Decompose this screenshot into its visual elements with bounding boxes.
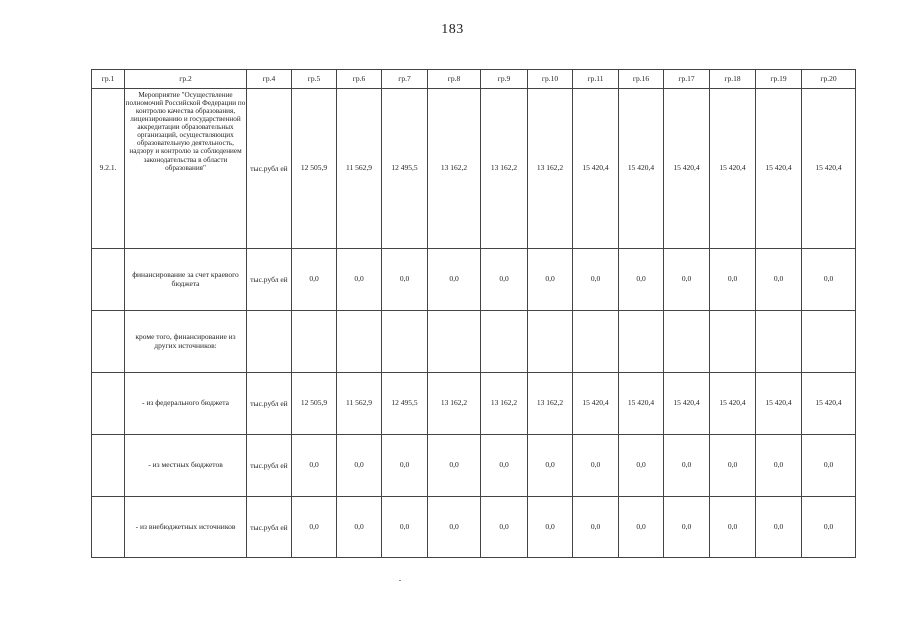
value-cell: 0,0 <box>573 435 619 497</box>
value-cell: 11 562,9 <box>337 89 382 249</box>
table-row-regional-budget <box>92 249 856 311</box>
column-header: гр.20 <box>802 70 856 89</box>
measure-description: Мероприятие "Осуществление полномочий Российской Федерации по контролю качества образования, лицензированию и государственной аккредитации образовательных организаций, осуществляющих образовательную деятельность, надзору и контролю за соблюдением законодательства в области образования" <box>125 89 247 249</box>
value-cell: 0,0 <box>428 249 481 311</box>
row-number <box>92 249 125 311</box>
value-cell: 0,0 <box>337 435 382 497</box>
value-cell: 12 495,5 <box>382 89 428 249</box>
value-cell: 12 495,5 <box>382 373 428 435</box>
value-cell: 0,0 <box>528 435 573 497</box>
value-cell: 13 162,2 <box>481 373 528 435</box>
column-header: гр.19 <box>756 70 802 89</box>
scan-speck <box>399 580 401 581</box>
value-cell: 0,0 <box>756 435 802 497</box>
value-cell: 0,0 <box>481 435 528 497</box>
value-cell: 0,0 <box>802 435 856 497</box>
value-cell: 11 562,9 <box>337 373 382 435</box>
unit-cell: тыс.рубл ей <box>247 435 292 497</box>
value-cell <box>382 311 428 373</box>
value-cell: 15 420,4 <box>573 89 619 249</box>
value-cell: 0,0 <box>619 249 664 311</box>
value-cell: 0,0 <box>481 497 528 558</box>
value-cell <box>664 311 710 373</box>
value-cell: 12 505,9 <box>292 373 337 435</box>
value-cell: 0,0 <box>710 497 756 558</box>
unit-cell <box>247 311 292 373</box>
value-cell: 0,0 <box>573 497 619 558</box>
value-cell: 15 420,4 <box>664 373 710 435</box>
row-description: - из местных бюджетов <box>125 435 247 497</box>
value-cell <box>756 311 802 373</box>
row-description: финансирование за счет краевого бюджета <box>125 249 247 311</box>
table-row-federal-budget <box>92 373 856 435</box>
value-cell: 15 420,4 <box>710 373 756 435</box>
value-cell: 0,0 <box>292 497 337 558</box>
column-header: гр.7 <box>382 70 428 89</box>
row-number <box>92 311 125 373</box>
value-cell: 0,0 <box>292 435 337 497</box>
value-cell: 0,0 <box>337 497 382 558</box>
budget-table <box>91 69 856 558</box>
value-cell <box>481 311 528 373</box>
value-cell: 0,0 <box>428 435 481 497</box>
column-header: гр.11 <box>573 70 619 89</box>
value-cell: 15 420,4 <box>802 373 856 435</box>
row-number: 9.2.1. <box>92 89 125 249</box>
value-cell: 0,0 <box>756 249 802 311</box>
column-header: гр.2 <box>125 70 247 89</box>
value-cell: 12 505,9 <box>292 89 337 249</box>
column-header: гр.10 <box>528 70 573 89</box>
row-number <box>92 497 125 558</box>
value-cell: 0,0 <box>573 249 619 311</box>
value-cell <box>573 311 619 373</box>
value-cell: 0,0 <box>428 497 481 558</box>
column-header: гр.9 <box>481 70 528 89</box>
value-cell: 0,0 <box>619 435 664 497</box>
value-cell: 0,0 <box>481 249 528 311</box>
unit-cell: тыс.рубл ей <box>247 373 292 435</box>
unit-cell: тыс.рубл ей <box>247 89 292 249</box>
unit-cell: тыс.рубл ей <box>247 249 292 311</box>
value-cell: 13 162,2 <box>428 373 481 435</box>
value-cell: 15 420,4 <box>710 89 756 249</box>
value-cell <box>428 311 481 373</box>
header-row <box>92 70 856 89</box>
value-cell <box>710 311 756 373</box>
value-cell: 0,0 <box>382 435 428 497</box>
value-cell: 0,0 <box>382 497 428 558</box>
value-cell: 0,0 <box>382 249 428 311</box>
column-header: гр.6 <box>337 70 382 89</box>
column-header: гр.17 <box>664 70 710 89</box>
table-row-local-budgets <box>92 435 856 497</box>
value-cell: 0,0 <box>664 497 710 558</box>
value-cell: 0,0 <box>756 497 802 558</box>
value-cell: 0,0 <box>710 435 756 497</box>
value-cell: 15 420,4 <box>619 89 664 249</box>
value-cell <box>802 311 856 373</box>
column-header: гр.1 <box>92 70 125 89</box>
row-description: кроме того, финансирование из других источников: <box>125 311 247 373</box>
value-cell: 15 420,4 <box>802 89 856 249</box>
column-header: гр.16 <box>619 70 664 89</box>
value-cell: 0,0 <box>528 249 573 311</box>
value-cell: 0,0 <box>292 249 337 311</box>
value-cell: 15 420,4 <box>573 373 619 435</box>
value-cell: 15 420,4 <box>664 89 710 249</box>
column-header: гр.4 <box>247 70 292 89</box>
column-header: гр.18 <box>710 70 756 89</box>
unit-cell: тыс.рубл ей <box>247 497 292 558</box>
value-cell <box>528 311 573 373</box>
value-cell: 0,0 <box>802 249 856 311</box>
table-row-main-measure <box>92 89 856 249</box>
value-cell: 13 162,2 <box>428 89 481 249</box>
row-description: - из внебюджетных источников <box>125 497 247 558</box>
table-row-extrabudgetary <box>92 497 856 558</box>
value-cell: 0,0 <box>802 497 856 558</box>
value-cell: 0,0 <box>528 497 573 558</box>
value-cell: 13 162,2 <box>481 89 528 249</box>
row-description: - из федерального бюджета <box>125 373 247 435</box>
value-cell <box>619 311 664 373</box>
value-cell <box>337 311 382 373</box>
value-cell: 0,0 <box>710 249 756 311</box>
value-cell: 15 420,4 <box>756 89 802 249</box>
value-cell: 13 162,2 <box>528 89 573 249</box>
page-number: 183 <box>441 22 464 37</box>
row-number <box>92 373 125 435</box>
column-header: гр.8 <box>428 70 481 89</box>
value-cell: 13 162,2 <box>528 373 573 435</box>
value-cell: 0,0 <box>664 249 710 311</box>
row-number <box>92 435 125 497</box>
value-cell: 0,0 <box>337 249 382 311</box>
table-row-other-sources <box>92 311 856 373</box>
value-cell: 0,0 <box>664 435 710 497</box>
value-cell: 0,0 <box>619 497 664 558</box>
column-header: гр.5 <box>292 70 337 89</box>
value-cell: 15 420,4 <box>619 373 664 435</box>
value-cell <box>292 311 337 373</box>
value-cell: 15 420,4 <box>756 373 802 435</box>
